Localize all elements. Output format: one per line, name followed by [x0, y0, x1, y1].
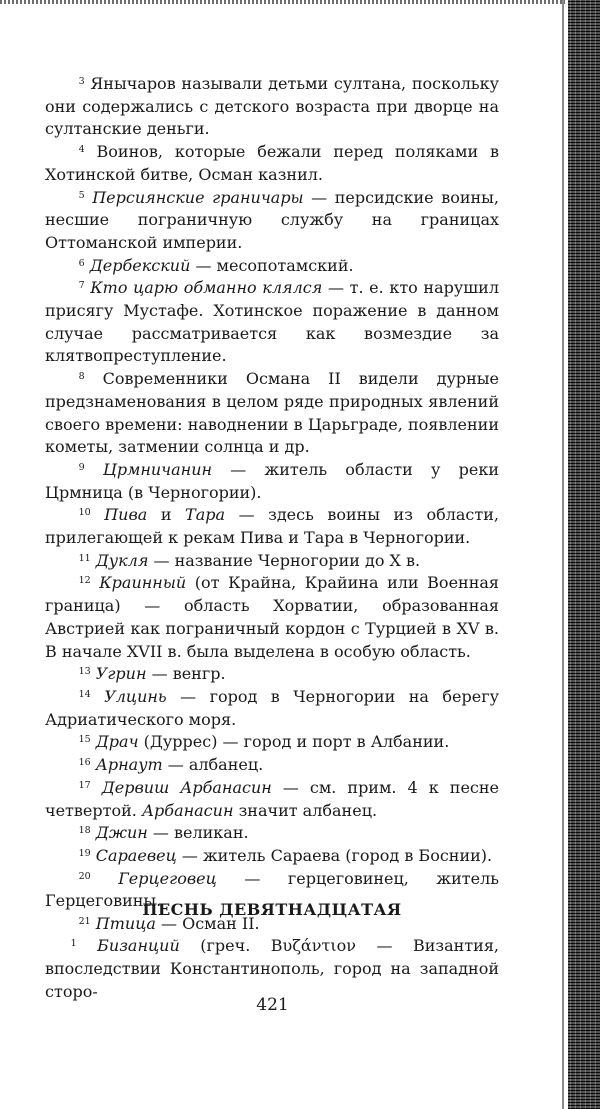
- footnote: [45, 731, 499, 754]
- footnote-text: Воинов, которые бежали перед поляками в Хотинской битве, Осман казнил.: [45, 142, 499, 184]
- top-border-line: [0, 0, 565, 4]
- footnote-number: 1: [70, 938, 77, 949]
- footnote-text: — здесь воины из области, прилегающей к рекам Пива и Тара в Черногории.: [45, 505, 499, 548]
- footnote-term: Драч: [95, 732, 139, 752]
- footnote-term: Джин: [95, 823, 148, 843]
- footnote-term: Улцинь: [104, 686, 167, 706]
- footnote-text: — см. прим. 4 к песне четвертой.: [45, 777, 500, 820]
- footnote-term: Дервиш Арбанасин: [101, 777, 272, 797]
- footnote: [45, 663, 499, 686]
- footnote-number: 7: [78, 280, 85, 292]
- footnote-number: 19: [78, 847, 91, 859]
- page-edge-shadow: [568, 0, 600, 1109]
- footnote-text: и: [147, 505, 186, 525]
- footnote-number: 4: [78, 144, 85, 156]
- footnote-text: — герцеговинец, житель Герцеговины.: [45, 868, 499, 911]
- footnote-number: 17: [78, 779, 91, 791]
- footnote-term: Персиянские граничары: [92, 187, 304, 207]
- footnote-number: 11: [78, 552, 91, 564]
- footnote-term: Дербекский: [89, 255, 191, 275]
- footnote-text: — персидские воины, несшие пограничную службу на границах Оттоманской империи.: [45, 187, 499, 252]
- footnote: [45, 187, 499, 255]
- footnote: [45, 277, 499, 368]
- footnote-number: 9: [78, 461, 85, 473]
- footnote-text: — албанец.: [162, 755, 264, 775]
- footnote-number: 18: [78, 825, 91, 837]
- footnote: [45, 572, 499, 663]
- footnote: [45, 368, 499, 459]
- footnote-term: Угрин: [95, 664, 147, 684]
- footnote-number: 8: [78, 371, 85, 383]
- footnote-text: — город в Черногории на берегу Адриатического моря.: [45, 686, 499, 729]
- footnote-term: Герцеговец: [118, 868, 217, 888]
- footnote-term: Птица: [95, 914, 156, 934]
- footnote: [45, 550, 499, 573]
- footnote-term: Сараевец: [95, 845, 177, 865]
- footnote-number: 14: [78, 688, 91, 700]
- binding-rule: [562, 0, 564, 1109]
- footnote: [45, 822, 499, 845]
- footnote-text: (греч. Βυζάντιον — Византия, впоследствии Константинополь, город на западной сторо-: [45, 936, 499, 1001]
- footnote-term: Бизанций: [97, 936, 180, 955]
- footnote-text: — венгр.: [146, 664, 226, 684]
- footnote-text: — название Черногории до X в.: [148, 550, 421, 570]
- page-number: 421: [256, 995, 289, 1015]
- song19-footnote: [45, 934, 499, 1003]
- footnote: [45, 686, 499, 731]
- footnote-number: 10: [78, 507, 91, 519]
- footnote-text: — житель Сараева (город в Боснии).: [176, 845, 493, 865]
- footnote-text: (Дуррес) — город и порт в Албании.: [138, 732, 450, 752]
- footnote-number: 5: [78, 189, 85, 201]
- footnote: [45, 141, 499, 186]
- footnote: [45, 255, 499, 278]
- footnote-number: 3: [78, 76, 85, 87]
- footnote-text: — Осман II.: [155, 914, 260, 934]
- footnote-text: — житель области у реки Црмница (в Черногории).: [45, 459, 499, 502]
- footnote: [45, 845, 499, 868]
- footnote-text: значит албанец.: [233, 800, 378, 820]
- footnote: [45, 459, 499, 504]
- footnote-number: 20: [78, 870, 91, 882]
- footnote-term: Краинный: [99, 573, 187, 593]
- footnote-number: 12: [78, 575, 91, 587]
- section-heading: ПЕСНЬ ДЕВЯТНАДЦАТАЯ: [142, 900, 402, 919]
- footnote: [45, 73, 499, 141]
- footnote-term: Дукля: [95, 550, 149, 570]
- footnote-number: 6: [78, 257, 85, 269]
- footnote-text: — месопотамский.: [190, 255, 354, 275]
- footnote: [45, 934, 499, 1003]
- footnote-term: Арбанасин: [141, 800, 234, 820]
- footnote: [45, 754, 499, 777]
- footnote-number: 13: [78, 666, 91, 678]
- footnote-text: — великан.: [147, 823, 249, 843]
- footnote-term: Арнаут: [95, 755, 163, 775]
- footnote-text: Современники Османа II видели дурные предзнаменования в целом ряде природных явлений своего времени: наводнении в Царьграде, появлении кометы, затмении солнца и др.: [45, 369, 500, 457]
- footnote-number: 21: [78, 916, 91, 928]
- footnote-term: Кто царю обманно клялся: [90, 278, 323, 298]
- footnote: [45, 777, 499, 822]
- footnotes-list: [45, 73, 499, 936]
- footnote-number: 15: [78, 734, 91, 746]
- footnote-term: Црмничанин: [102, 459, 213, 479]
- footnote-number: 16: [78, 757, 91, 769]
- footnote-text: — т. е. кто нарушил присягу Мустафе. Хотинское поражение в данном случае рассматривается как возмездие за клятвопреступление.: [45, 278, 499, 366]
- footnote-term: Тара: [185, 505, 226, 525]
- footnote-text: Янычаров называли детьми султана, поскольку они содержались с детского возраста при дворце на султанские деньги.: [45, 74, 500, 139]
- footnote: [45, 504, 499, 549]
- footnote-text: (от Крайна, Крайина или Военная граница) — область Хорватии, образованная Австрией как пограничный кордон с Турцией в XV в. В начале XVII в. была выделена в особую область.: [45, 573, 499, 661]
- footnote-term: Пива: [104, 505, 148, 525]
